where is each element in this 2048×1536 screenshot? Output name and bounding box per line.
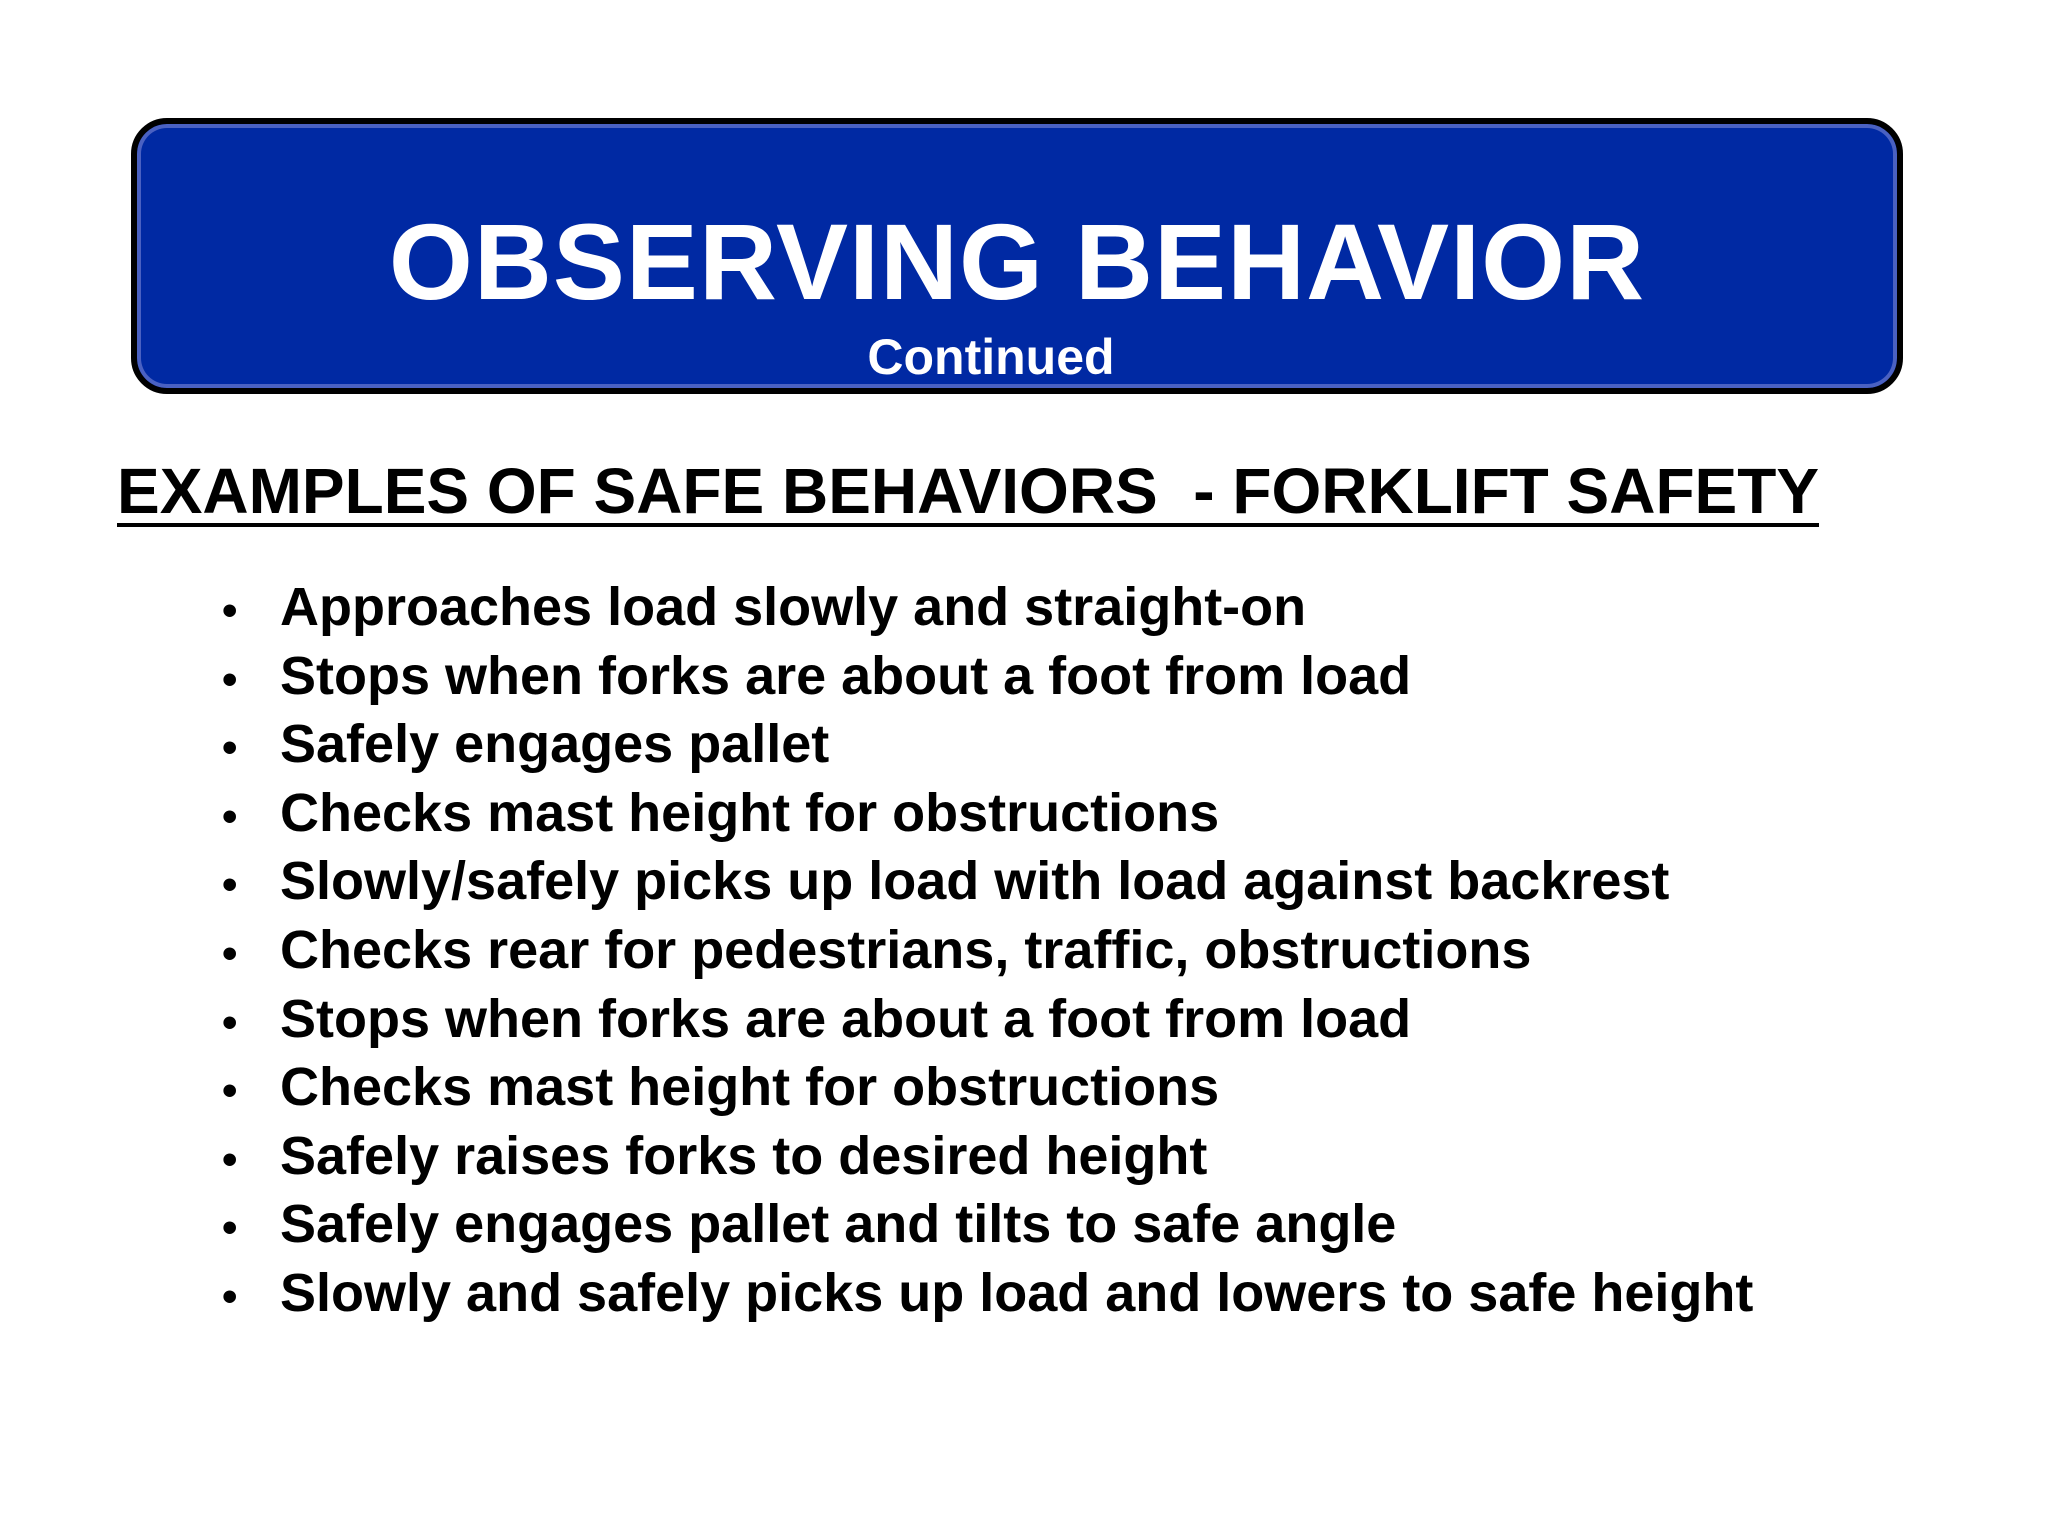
slide-title: OBSERVING BEHAVIOR — [388, 201, 1646, 322]
list-item-text: Checks mast height for obstructions — [280, 782, 1220, 843]
list-item-text: Stops when forks are about a foot from load — [280, 645, 1412, 706]
bullet-icon: • — [222, 791, 238, 841]
bullet-icon: • — [222, 1203, 238, 1253]
list-item — [222, 1262, 1753, 1331]
list-item — [222, 1125, 1753, 1194]
list-item-text: Checks rear for pedestrians, traffic, obstructions — [280, 919, 1532, 980]
bullet-list — [222, 576, 1753, 1331]
list-item — [222, 782, 1753, 851]
list-item-text: Checks mast height for obstructions — [280, 1057, 1220, 1118]
list-item-text: Slowly/safely picks up load with load against backrest — [280, 851, 1670, 912]
bullet-icon: • — [222, 860, 238, 910]
list-item-text: Safely raises forks to desired height — [280, 1125, 1208, 1186]
slide-subtitle: Continued — [867, 329, 1115, 385]
list-item-text: Safely engages pallet and tilts to safe angle — [280, 1194, 1397, 1255]
list-item — [222, 1056, 1753, 1125]
list-item — [222, 645, 1753, 714]
list-item — [222, 850, 1753, 919]
bullet-icon: • — [222, 1066, 238, 1116]
bullet-icon: • — [222, 1134, 238, 1184]
section-heading: EXAMPLES OF SAFE BEHAVIORS - FORKLIFT SAFETY — [117, 455, 1819, 527]
list-item — [222, 576, 1753, 645]
bullet-icon: • — [222, 997, 238, 1047]
list-item — [222, 1193, 1753, 1262]
list-item — [222, 919, 1753, 988]
list-item-text: Safely engages pallet — [280, 714, 830, 775]
list-item — [222, 713, 1753, 782]
bullet-icon: • — [222, 654, 238, 704]
list-item-text: Slowly and safely picks up load and lowers to safe height — [280, 1262, 1754, 1323]
bullet-icon: • — [222, 1271, 238, 1321]
list-item-text: Stops when forks are about a foot from load — [280, 988, 1412, 1049]
bullet-icon: • — [222, 928, 238, 978]
list-item-text: Approaches load slowly and straight-on — [280, 577, 1307, 637]
list-item — [222, 988, 1753, 1057]
title-banner — [131, 118, 1903, 394]
bullet-icon: • — [222, 586, 238, 635]
bullet-icon: • — [222, 723, 238, 773]
